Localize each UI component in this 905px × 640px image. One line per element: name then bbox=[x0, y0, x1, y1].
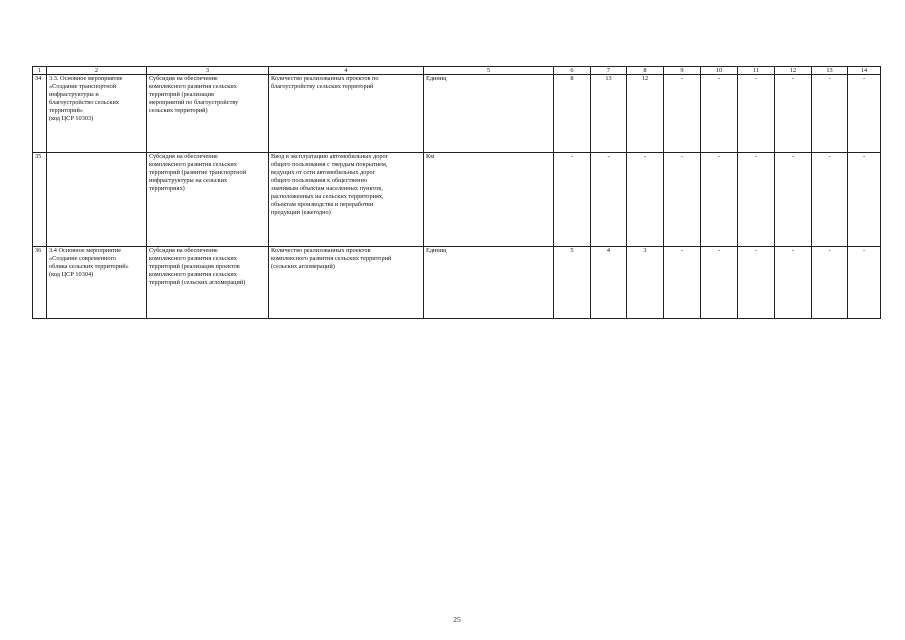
subsidy-line: территорий (реализация проектов bbox=[149, 263, 240, 271]
cell-subsidy bbox=[147, 75, 269, 153]
subsidy-line: Субсидия на обеспечение bbox=[149, 153, 218, 160]
header-cell: 9 bbox=[664, 67, 701, 75]
cell-value: 5 bbox=[554, 247, 591, 319]
header-row bbox=[33, 67, 881, 75]
header-cell: 5 bbox=[424, 67, 554, 75]
activity-line: 3.4 Основное мероприятие bbox=[49, 247, 122, 254]
table-row bbox=[33, 75, 881, 153]
cell-value: - bbox=[848, 75, 881, 153]
indicators-table bbox=[32, 66, 881, 319]
cell-value: - bbox=[701, 75, 738, 153]
cell-value: - bbox=[738, 75, 775, 153]
header-cell: 2 bbox=[47, 67, 147, 75]
cell-activity bbox=[47, 153, 147, 247]
indicator-line: объектам производства и переработки bbox=[271, 201, 374, 209]
cell-indicator bbox=[269, 75, 424, 153]
indicator-line: общего пользования к общественно bbox=[271, 177, 368, 185]
subsidy-line: территорий (сельских агломераций) bbox=[149, 279, 246, 287]
subsidy-line: территориях) bbox=[149, 185, 185, 193]
cell-value: - bbox=[554, 153, 591, 247]
cell-value: 3 bbox=[627, 247, 664, 319]
subsidy-line: комплексного развития сельских bbox=[149, 83, 237, 91]
cell-value: - bbox=[812, 247, 848, 319]
activity-line: инфраструктуры и bbox=[49, 91, 99, 99]
cell-value: - bbox=[627, 153, 664, 247]
cell-value: - bbox=[738, 247, 775, 319]
header-cell: 14 bbox=[848, 67, 881, 75]
header-cell: 6 bbox=[554, 67, 591, 75]
cell-value: - bbox=[701, 247, 738, 319]
cell-value: 4 bbox=[591, 247, 627, 319]
cell-value: 13 bbox=[591, 75, 627, 153]
header-cell: 13 bbox=[812, 67, 848, 75]
cell-value: - bbox=[848, 153, 881, 247]
activity-line: (код ЦСР 10303) bbox=[49, 115, 94, 123]
header-cell: 12 bbox=[775, 67, 812, 75]
header-cell: 3 bbox=[147, 67, 269, 75]
cell-value: - bbox=[591, 153, 627, 247]
cell-indicator bbox=[269, 247, 424, 319]
indicator-line: благоустройству сельских территорий bbox=[271, 83, 374, 91]
subsidy-line: комплексного развития сельских bbox=[149, 271, 237, 279]
table-row bbox=[33, 247, 881, 319]
cell-activity bbox=[47, 75, 147, 153]
indicator-line: комплексного развития сельских территорий bbox=[271, 255, 392, 263]
cell-value: - bbox=[812, 153, 848, 247]
header-cell: 7 bbox=[591, 67, 627, 75]
subsidy-line: сельских территорий) bbox=[149, 107, 208, 115]
row-number: 35 bbox=[33, 153, 47, 247]
subsidy-line: территорий (реализация bbox=[149, 91, 214, 99]
indicator-line: Ввод в эксплуатацию автомобильных дорог bbox=[271, 153, 389, 160]
cell-value: - bbox=[848, 247, 881, 319]
indicator-line: Количество реализованных проектов bbox=[271, 247, 371, 254]
cell-indicator bbox=[269, 153, 424, 247]
activity-line: «Создание современного bbox=[49, 255, 117, 263]
cell-value: - bbox=[775, 153, 812, 247]
cell-value: - bbox=[775, 75, 812, 153]
activity-line: облика сельских территорий» bbox=[49, 263, 129, 271]
cell-value: - bbox=[738, 153, 775, 247]
cell-value: - bbox=[701, 153, 738, 247]
activity-line: территорий» bbox=[49, 107, 84, 115]
header-cell: 10 bbox=[701, 67, 738, 75]
subsidy-line: Субсидия на обеспечение bbox=[149, 75, 218, 82]
cell-value: - bbox=[775, 247, 812, 319]
subsidy-line: комплексного развития сельских bbox=[149, 255, 237, 263]
subsidy-line: территорий (развитие транспортной bbox=[149, 169, 247, 177]
cell-value: - bbox=[812, 75, 848, 153]
header-cell: 11 bbox=[738, 67, 775, 75]
cell-unit: Единиц bbox=[424, 75, 554, 153]
table-row bbox=[33, 153, 881, 247]
subsidy-line: комплексного развития сельских bbox=[149, 161, 237, 169]
cell-value: 12 bbox=[627, 75, 664, 153]
indicator-line: продукции (ежегодно) bbox=[271, 209, 331, 217]
header-cell: 8 bbox=[627, 67, 664, 75]
cell-value: - bbox=[664, 247, 701, 319]
indicator-line: ведущих от сети автомобильных дорог bbox=[271, 169, 376, 177]
indicator-line: Количество реализованных проектов по bbox=[271, 75, 379, 82]
header-cell: 4 bbox=[269, 67, 424, 75]
indicator-line: значимым объектам населенных пунктов, bbox=[271, 185, 383, 193]
subsidy-line: мероприятий по благоустройству bbox=[149, 99, 239, 107]
cell-value: - bbox=[664, 153, 701, 247]
indicator-line: расположенных на сельских территориях, bbox=[271, 193, 384, 201]
indicator-line: общего пользования с твердым покрытием, bbox=[271, 161, 388, 169]
cell-value: 8 bbox=[554, 75, 591, 153]
row-number: 36 bbox=[33, 247, 47, 319]
activity-line: «Создание транспортной bbox=[49, 83, 117, 91]
cell-unit: Км bbox=[424, 153, 554, 247]
subsidy-line: инфраструктуры на сельских bbox=[149, 177, 228, 185]
subsidy-line: Субсидия на обеспечение bbox=[149, 247, 218, 254]
header-cell: 1 bbox=[33, 67, 47, 75]
cell-unit: Единиц bbox=[424, 247, 554, 319]
cell-value: - bbox=[664, 75, 701, 153]
cell-subsidy bbox=[147, 153, 269, 247]
row-number: 34 bbox=[33, 75, 47, 153]
cell-subsidy bbox=[147, 247, 269, 319]
cell-activity bbox=[47, 247, 147, 319]
indicator-line: (сельских агломераций) bbox=[271, 263, 335, 271]
activity-line: 3.3. Основное мероприятие bbox=[49, 75, 123, 82]
page-number: 25 bbox=[453, 615, 461, 624]
activity-line: (код ЦСР 10304) bbox=[49, 271, 94, 279]
activity-line: благоустройство сельских bbox=[49, 99, 120, 107]
